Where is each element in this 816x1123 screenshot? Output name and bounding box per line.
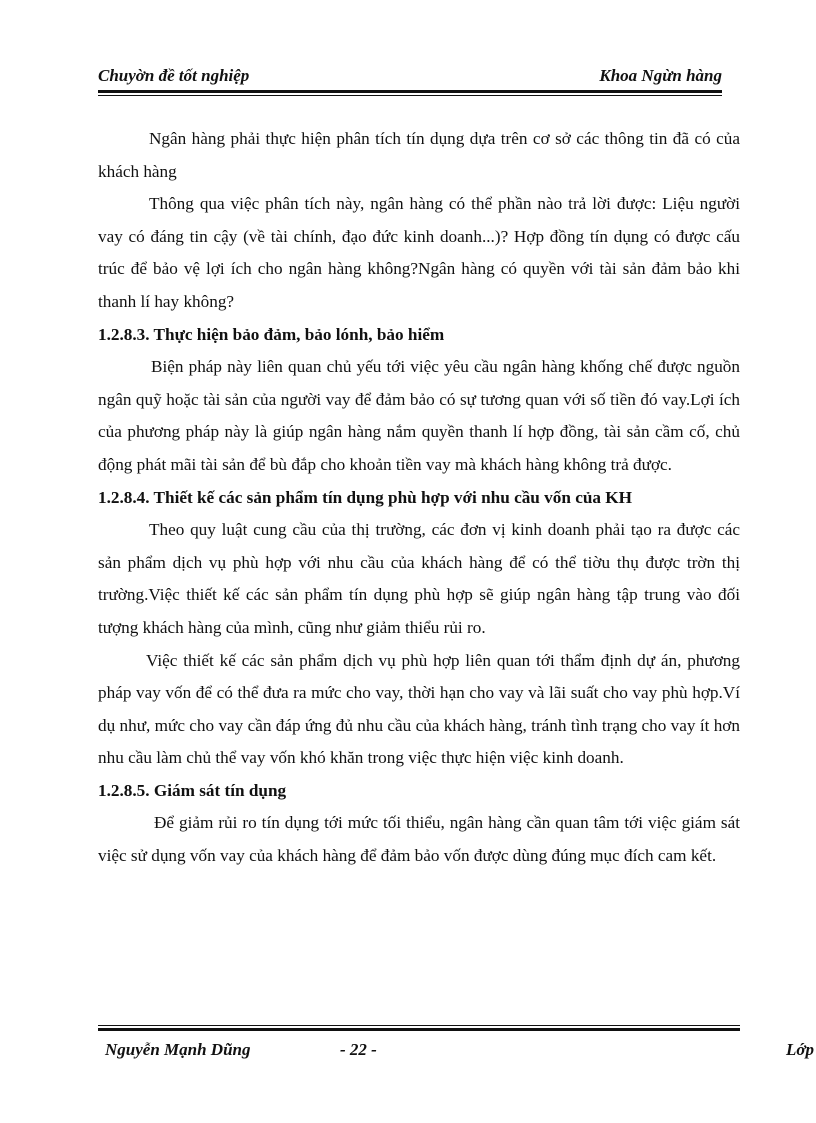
paragraph-credit-analysis: Ngân hàng phải thực hiện phân tích tín dụng dựa trên cơ sở các thông tin đã có của khách hàng (98, 129, 740, 181)
footer-class: Lớp (786, 1040, 815, 1059)
page-header (98, 66, 722, 88)
page-footer (0, 1040, 816, 1064)
paragraph-product-design: Việc thiết kế các sản phẩm dịch vụ phù hợp liên quan tới thẩm định dự án, phương pháp vay vốn để có thể đưa ra mức cho vay, thời hạn cho vay và lãi suất cho vay phù hợp.Ví dụ như, mức cho vay cần đáp ứng đủ nhu cầu của khách hàng, tránh tình trạng cho vay ít hơn nhu cầu làm chủ thể vay vốn khó khăn trong việc thực hiện việc kinh doanh. (98, 650, 740, 768)
paragraph-market-law: Theo quy luật cung cầu của thị trường, các đơn vị kinh doanh phải tạo ra được các sản phẩm dịch vụ phù hợp với nhu cầu của khách hàng để có thể tiờu thụ được trờn thị trường.Việc thiết kế các sản phẩm tín dụng phù hợp sẽ giúp ngân hàng tập trung vào đối tượng khách hàng của mình, cũng như giảm thiểu rủi ro. (98, 520, 740, 637)
section-heading-product-design: 1.2.8.4. Thiết kế các sản phẩm tín dụng phù hợp với nhu cầu vốn của KH (98, 487, 633, 507)
paragraph-guarantee: Biện pháp này liên quan chủ yếu tới việc yêu cầu ngân hàng khống chế được nguồn ngân quỹ hoặc tài sản của người vay để đảm bảo có sự tương quan với số tiền đó vay.Lợi ích của phương pháp này là giúp ngân hàng nắm quyền thanh lí hợp đồng, tài sản cầm cố, chủ động phát mãi tài sản để bù đắp cho khoản tiền vay mà khách hàng không trả được. (98, 357, 740, 474)
footer-author: Nguyễn Mạnh Dũng (105, 1040, 251, 1059)
header-document-title: Chuyờn đề tốt nghiệp (98, 66, 250, 85)
section-heading-monitoring: 1.2.8.5. Giám sát tín dụng (98, 780, 287, 800)
header-divider-thin (98, 95, 722, 96)
section-heading-guarantee: 1.2.8.3. Thực hiện bảo đảm, bảo lónh, bảo hiểm (98, 324, 445, 344)
header-divider-thick (98, 90, 722, 93)
page-body (98, 123, 740, 873)
footer-page-number: - 22 - (340, 1040, 377, 1059)
paragraph-analysis-purpose: Thông qua việc phân tích này, ngân hàng có thể phần nào trả lời được: Liệu người vay có đáng tin cậy (về tài chính, đạo đức kinh doanh...)? Hợp đồng tín dụng có được cấu trúc để bảo vệ lợi ích cho ngân hàng không?Ngân hàng có quyền với tài sản đảm bảo khi thanh lí hay không? (98, 194, 740, 311)
paragraph-monitoring: Để giảm rủi ro tín dụng tới mức tối thiểu, ngân hàng cần quan tâm tới việc giám sát việc sử dụng vốn vay của khách hàng để đảm bảo vốn được dùng đúng mục đích cam kết. (98, 813, 740, 866)
header-faculty: Khoa Ngừn hàng (599, 66, 722, 85)
footer-divider-thick (98, 1028, 740, 1031)
footer-divider-thin (98, 1025, 740, 1026)
